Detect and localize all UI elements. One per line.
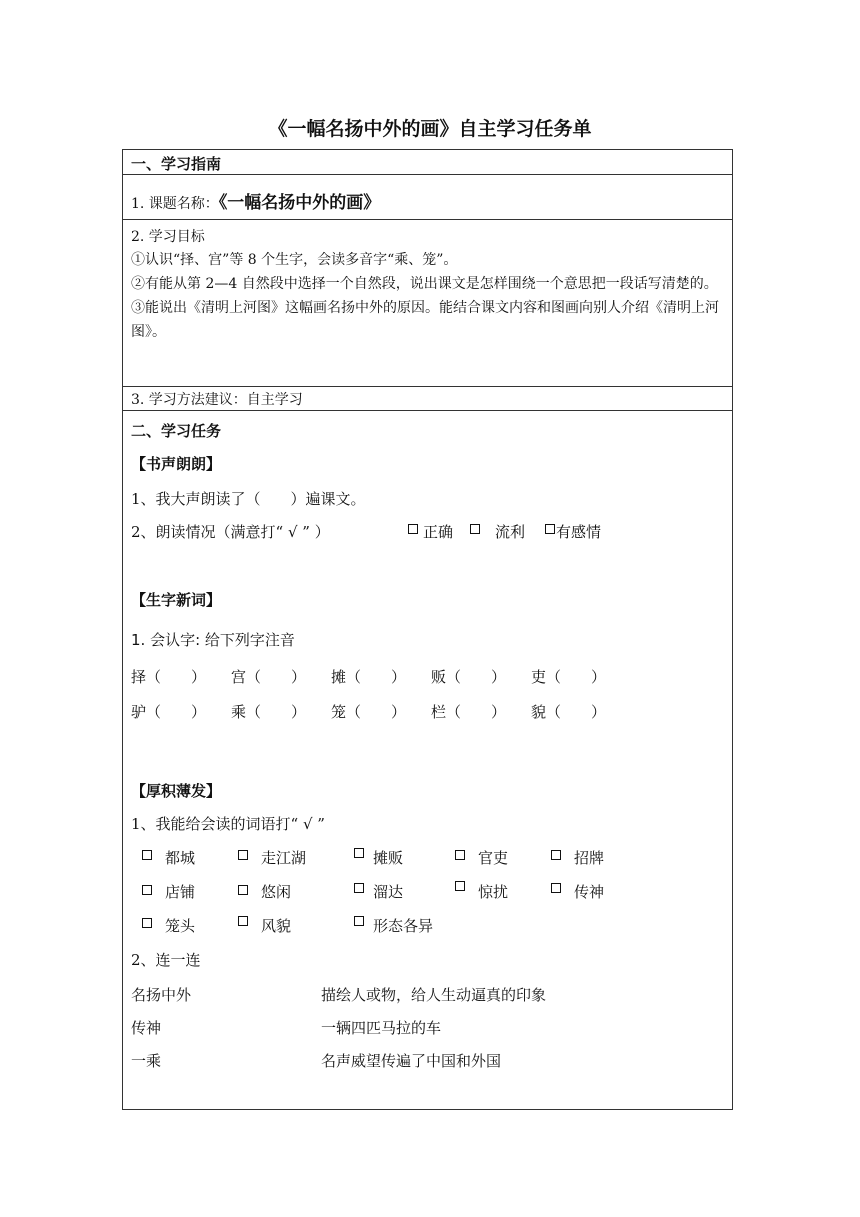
document-title: 《一幅名扬中外的画》自主学习任务单 [268,118,592,140]
word-checkbox[interactable] [354,883,364,893]
goal-item: ②有能从第 2—4 自然段中选择一个自然段，说出课文是怎样围绕一个意思把一段话写清楚的。 [131,276,718,292]
word-checkbox[interactable] [354,848,364,858]
topic-row [123,175,732,220]
word-checkbox[interactable] [551,883,561,893]
tasks-heading: 二、学习任务 [131,422,222,440]
match-right-item: 一辆四匹马拉的车 [321,1019,442,1037]
new-chars-instruction: 1. 会认字: 给下列字注音 [131,631,295,649]
option-correct: 正确 [423,523,454,541]
topic-value: 《一幅名扬中外的画》 [218,193,381,213]
word-item: 悠闲 [261,883,292,901]
method-row [123,387,732,411]
word-checkbox[interactable] [354,916,364,926]
match-left-item: 名扬中外 [131,986,192,1004]
pinyin-item: 栏（ ） [431,703,507,721]
method-text: 3. 学习方法建议：自主学习 [131,392,303,408]
word-checkbox[interactable] [142,885,152,895]
word-item: 风貌 [261,917,292,935]
topic-label-text: 1. 课题名称： [131,196,219,212]
pinyin-item: 贩（ ） [431,668,507,686]
word-item: 走江湖 [261,849,307,867]
goals-text [131,248,726,344]
word-item: 招牌 [574,849,605,867]
checkbox-correct[interactable] [408,524,418,534]
match-right-item: 描绘人或物，给人生动逼真的印象 [321,986,547,1004]
match-left-item: 传神 [131,1019,162,1037]
reading-count-line: 1、我大声朗读了（ ）遍课文。 [131,490,366,508]
word-item: 店铺 [165,883,196,901]
pinyin-item: 宫（ ） [231,668,307,686]
pinyin-item: 笼（ ） [331,703,407,721]
reading-quality-label: 2、朗读情况（满意打“ √ ” ） [131,523,330,541]
word-checkbox[interactable] [238,916,248,926]
word-checkbox[interactable] [142,918,152,928]
word-item: 都城 [165,849,196,867]
checkbox-fluent[interactable] [470,524,480,534]
word-checkbox[interactable] [455,850,465,860]
goals-row [123,220,732,387]
pinyin-item: 驴（ ） [131,703,207,721]
goal-item: ③能说出《清明上河图》这幅画名扬中外的原因。能结合课文内容和图画向别人介绍《清明上河图》。 [131,300,719,340]
pinyin-item: 貌（ ） [531,703,607,721]
accumulate-instruction: 1、我能给会读的词语打“ √ ” [131,815,325,833]
word-item: 形态各异 [373,917,434,935]
word-item: 官吏 [478,849,509,867]
word-item: 摊贩 [373,849,404,867]
option-fluent: 流利 [495,523,526,541]
goals-label: 2. 学习目标 [131,229,205,245]
word-checkbox[interactable] [238,885,248,895]
topic-label [131,188,380,213]
word-item: 传神 [574,883,605,901]
pinyin-item: 摊（ ） [331,668,407,686]
match-label: 2、连一连 [131,951,201,969]
option-expressive: 有感情 [556,523,602,541]
pinyin-item: 乘（ ） [231,703,307,721]
accumulate-heading: 【厚积薄发】 [131,782,222,800]
pinyin-item: 吏（ ） [531,668,607,686]
guide-heading-row [123,150,732,175]
word-checkbox[interactable] [238,850,248,860]
pinyin-item: 择（ ） [131,668,207,686]
reading-heading: 【书声朗朗】 [131,455,222,473]
new-chars-heading: 【生字新词】 [131,591,222,609]
word-item: 笼头 [165,917,196,935]
task-table [122,149,733,1110]
checkbox-expressive[interactable] [545,524,555,534]
word-checkbox[interactable] [551,850,561,860]
goal-item: ①认识“择、宫”等 8 个生字，会读多音字“乘、笼”。 [131,252,458,268]
word-checkbox[interactable] [142,850,152,860]
word-item: 溜达 [373,883,404,901]
word-item: 惊扰 [478,883,509,901]
match-left-item: 一乘 [131,1052,162,1070]
guide-heading: 一、学习指南 [131,155,222,173]
match-right-item: 名声威望传遍了中国和外国 [321,1052,502,1070]
word-checkbox[interactable] [455,881,465,891]
